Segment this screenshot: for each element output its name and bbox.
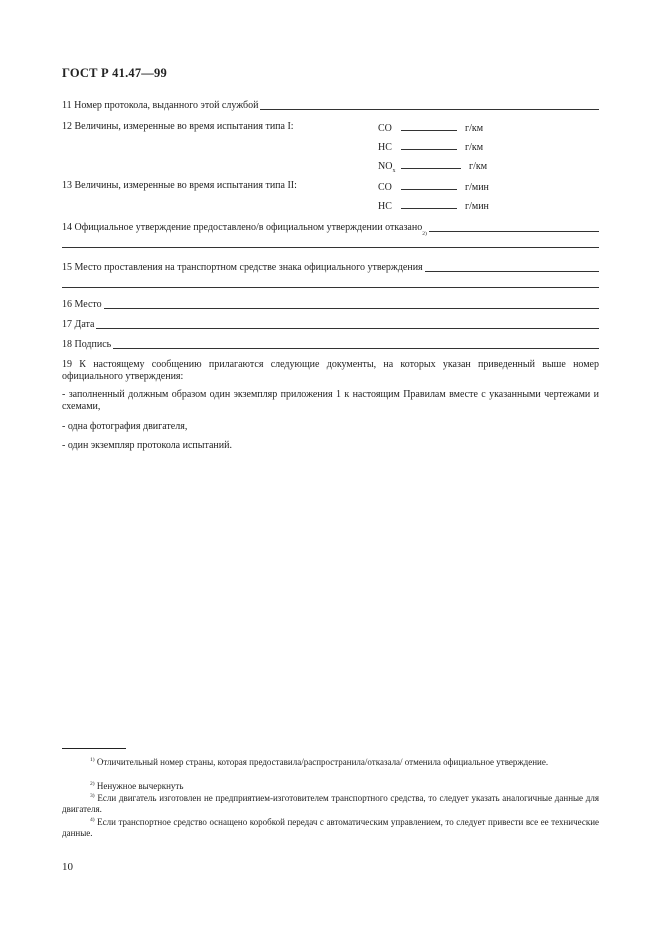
footnote-1-text: Отличительный номер страны, которая предоставила/распространила/отказала/ отменила официальное утверждение. [96,757,549,767]
footnote-1 [62,757,599,768]
t1-hc-label: HC [378,142,392,153]
t1-nox-row [378,159,487,173]
field-16-place [62,298,599,311]
footnote-3-text: Если двигатель изготовлен не предприятием-изготовителем транспортного средства, то следует указать аналогичные данные для двигателя. [62,793,599,814]
t2-co-row [378,180,489,194]
field-16-label: 16 Место [62,299,102,310]
footnote-1-mark: 1) [90,757,95,763]
field-14-continuation-line [62,247,599,248]
field-16-blank [104,298,599,309]
t1-co-unit: г/км [465,123,484,134]
footnote-4-mark: 4) [90,817,95,823]
t1-hc-row [378,140,483,154]
footnote-2-text: Ненужное вычеркнуть [96,781,184,791]
footnote-2-mark: 2) [90,781,95,787]
t2-hc-blank [401,199,457,209]
item-19-text: 19 К настоящему сообщению прилагаются следующие документы, на которых указан приведенный выше номер официального утверждения: [62,359,599,382]
page-number: 10 [62,861,73,873]
field-14-approval: 14 Официальное утверждение предоставлено/в официальном утверждении отказано 2) [62,221,599,234]
t1-hc-unit: г/км [465,142,484,153]
t2-co-unit: г/мин [465,182,489,193]
t1-nox-blank [401,159,461,169]
field-11-blank [260,99,599,110]
field-15-label: 15 Место проставления на транспортном средстве знака официального утверждения [62,262,423,273]
field-14-label: 14 Официальное утверждение предоставлено/в официальном утверждении отказано [62,222,423,233]
t1-nox-sub: x [392,168,396,174]
field-15-continuation-line [62,287,599,288]
field-17-blank [96,318,599,329]
t1-co-blank [401,121,457,131]
footnote-3-mark: 3) [90,793,95,799]
field-17-label: 17 Дата [62,319,95,330]
t1-nox-unit: г/км [469,161,488,172]
field-18-signature [62,338,599,351]
field-17-date [62,318,599,331]
footnote-3 [62,793,599,815]
t1-co-label: CO [378,123,392,134]
t1-co-row [378,121,483,135]
item-19-bullet-1: - заполненный должным образом один экземпляр приложения 1 к настоящим Правилам вместе с указанными чертежами и схемами, [62,389,599,412]
field-18-blank [113,338,599,349]
t2-hc-unit: г/мин [465,201,489,212]
t1-hc-blank [401,140,457,150]
footnote-4-text: Если транспортное средство оснащено коробкой передач с автоматическим управлением, то следует привести все ее технические данные. [62,817,600,838]
item-19-bullet-3: - один экземпляр протокола испытаний. [62,440,232,451]
field-18-label: 18 Подпись [62,339,112,350]
t1-nox-label: NO [378,161,393,172]
t2-hc-label: HC [378,201,392,212]
footnote-separator [62,748,126,749]
footnote-2 [62,781,599,792]
document-header: ГОСТ Р 41.47—99 [62,66,167,80]
field-11-protocol-number [62,99,599,112]
field-15-blank [425,261,599,272]
field-14-blank [429,221,599,232]
field-13-label: 13 Величины, измеренные во время испытания типа II: [62,180,297,191]
t2-co-label: CO [378,182,392,193]
item-19-bullet-2: - одна фотография двигателя, [62,421,188,432]
t2-co-blank [401,180,457,190]
field-12-label: 12 Величины, измеренные во время испытания типа I: [62,121,294,132]
t2-hc-row [378,199,489,213]
footnote-4 [62,817,599,839]
field-15-mark-location [62,261,599,274]
field-11-label: 11 Номер протокола, выданного этой службой [62,100,259,111]
